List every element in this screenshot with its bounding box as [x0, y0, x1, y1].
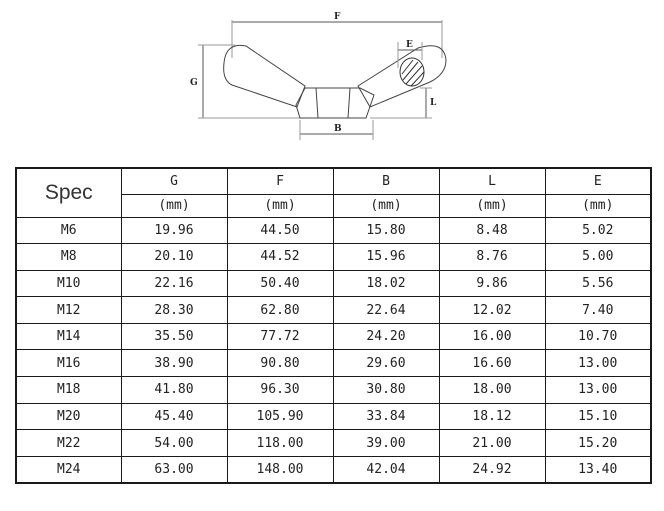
table-row [16, 244, 651, 271]
g-label: G [190, 78, 198, 88]
col-unit-f: (mm) [227, 194, 333, 217]
spec-cell: M24 [16, 456, 121, 483]
wing-nut-drawing [0, 0, 664, 160]
value-cell: 22.64 [333, 297, 439, 324]
value-cell: 50.40 [227, 270, 333, 297]
col-unit-g: (mm) [121, 194, 227, 217]
value-cell: 29.60 [333, 350, 439, 377]
header-letter-row [16, 168, 651, 194]
value-cell: 13.40 [545, 456, 651, 483]
left-wing [224, 45, 305, 107]
e-label: E [406, 40, 413, 50]
f-label: F [334, 12, 341, 22]
value-cell: 148.00 [227, 456, 333, 483]
value-cell: 44.50 [227, 217, 333, 244]
col-unit-b: (mm) [333, 194, 439, 217]
col-header-e: E [545, 168, 651, 194]
value-cell: 19.96 [121, 217, 227, 244]
value-cell: 105.90 [227, 403, 333, 430]
value-cell: 90.80 [227, 350, 333, 377]
value-cell: 5.02 [545, 217, 651, 244]
value-cell: 21.00 [439, 430, 545, 457]
value-cell: 35.50 [121, 323, 227, 350]
value-cell: 12.02 [439, 297, 545, 324]
value-cell: 8.48 [439, 217, 545, 244]
table-row [16, 456, 651, 483]
value-cell: 45.40 [121, 403, 227, 430]
col-header-g: G [121, 168, 227, 194]
col-unit-l: (mm) [439, 194, 545, 217]
value-cell: 96.30 [227, 377, 333, 404]
value-cell: 5.00 [545, 244, 651, 271]
value-cell: 18.00 [439, 377, 545, 404]
table-row [16, 297, 651, 324]
value-cell: 24.20 [333, 323, 439, 350]
value-cell: 77.72 [227, 323, 333, 350]
table-body [16, 217, 651, 483]
center-hub [296, 88, 374, 118]
spec-cell: M16 [16, 350, 121, 377]
value-cell: 22.16 [121, 270, 227, 297]
spec-cell: M22 [16, 430, 121, 457]
value-cell: 10.70 [545, 323, 651, 350]
value-cell: 41.80 [121, 377, 227, 404]
spec-table [15, 167, 652, 484]
l-label: L [430, 98, 437, 108]
table-row [16, 217, 651, 244]
value-cell: 18.02 [333, 270, 439, 297]
value-cell: 16.60 [439, 350, 545, 377]
value-cell: 62.80 [227, 297, 333, 324]
value-cell: 8.76 [439, 244, 545, 271]
spec-cell: M8 [16, 244, 121, 271]
value-cell: 16.00 [439, 323, 545, 350]
value-cell: 13.00 [545, 350, 651, 377]
value-cell: 18.12 [439, 403, 545, 430]
spec-cell: M18 [16, 377, 121, 404]
value-cell: 15.96 [333, 244, 439, 271]
value-cell: 54.00 [121, 430, 227, 457]
value-cell: 7.40 [545, 297, 651, 324]
value-cell: 33.84 [333, 403, 439, 430]
spec-cell: M14 [16, 323, 121, 350]
col-header-l: L [439, 168, 545, 194]
col-header-f: F [227, 168, 333, 194]
spec-cell: M12 [16, 297, 121, 324]
wing-nut-diagram [0, 0, 664, 160]
table-row [16, 430, 651, 457]
spec-cell: M10 [16, 270, 121, 297]
value-cell: 13.00 [545, 377, 651, 404]
col-header-b: B [333, 168, 439, 194]
table-row [16, 350, 651, 377]
spec-cell: M20 [16, 403, 121, 430]
b-label: B [334, 124, 342, 134]
value-cell: 42.04 [333, 456, 439, 483]
value-cell: 15.20 [545, 430, 651, 457]
value-cell: 30.80 [333, 377, 439, 404]
table-row [16, 270, 651, 297]
table-row [16, 403, 651, 430]
value-cell: 20.10 [121, 244, 227, 271]
value-cell: 9.86 [439, 270, 545, 297]
value-cell: 15.80 [333, 217, 439, 244]
value-cell: 118.00 [227, 430, 333, 457]
value-cell: 15.10 [545, 403, 651, 430]
value-cell: 39.00 [333, 430, 439, 457]
value-cell: 63.00 [121, 456, 227, 483]
value-cell: 38.90 [121, 350, 227, 377]
table-header [16, 168, 651, 217]
value-cell: 44.52 [227, 244, 333, 271]
table-row [16, 377, 651, 404]
spec-header: Spec [16, 168, 121, 217]
spec-cell: M6 [16, 217, 121, 244]
value-cell: 28.30 [121, 297, 227, 324]
col-unit-e: (mm) [545, 194, 651, 217]
value-cell: 24.92 [439, 456, 545, 483]
value-cell: 5.56 [545, 270, 651, 297]
table-row [16, 323, 651, 350]
